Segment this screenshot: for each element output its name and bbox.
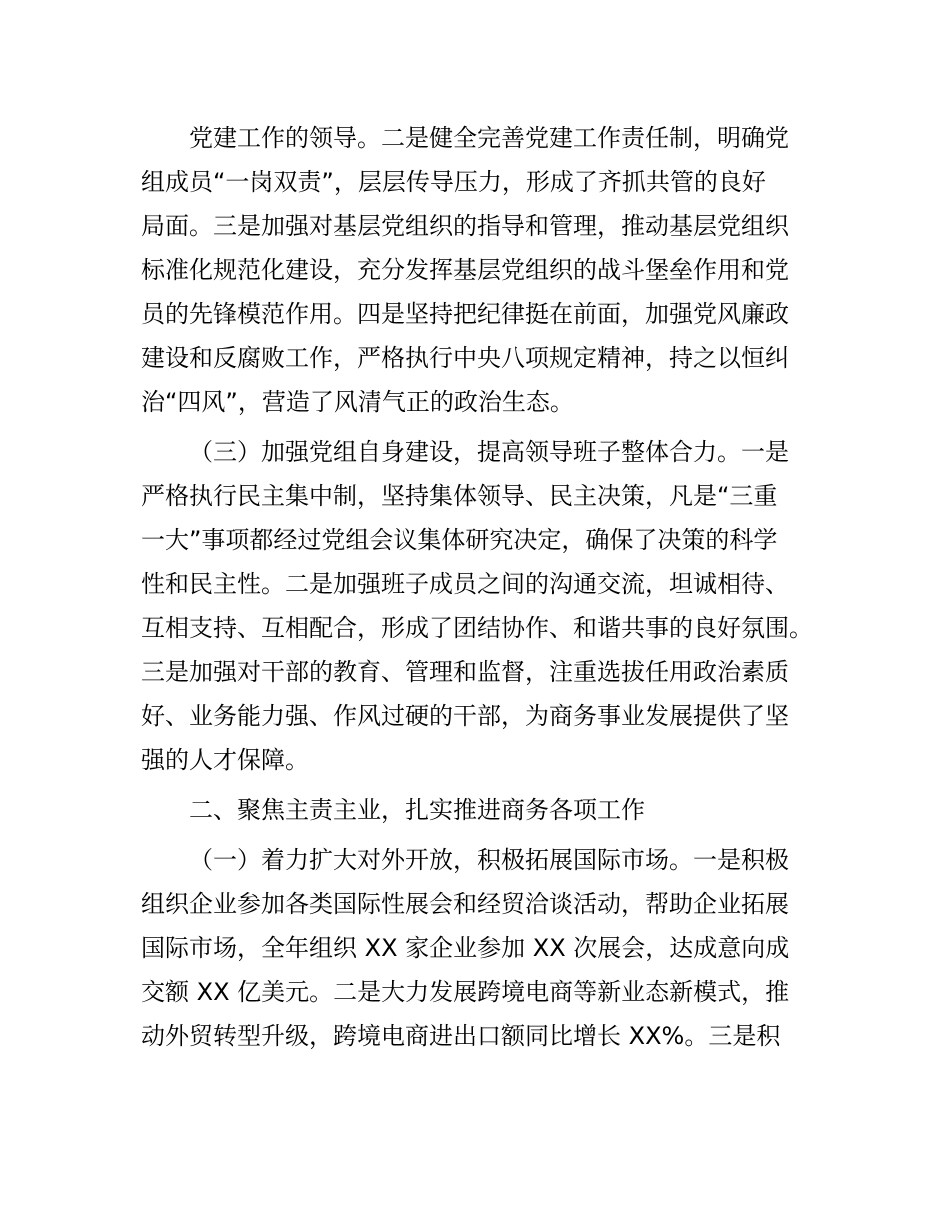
text-line: 好、业务能力强、作风过硬的干部，为商务事业发展提供了坚: [141, 702, 789, 730]
text-line: 治“四风”，营造了风清气正的政治生态。: [141, 388, 574, 416]
text-line: 国际市场，全年组织 XX 家企业参加 XX 次展会，达成意向成: [141, 934, 790, 962]
text-line: 员的先锋模范作用。四是坚持把纪律挺在前面，加强党风廉政: [141, 300, 789, 328]
chapter-heading-2: 二、聚焦主责主业，扎实推进商务各项工作: [189, 796, 645, 824]
text-line: 交额 XX 亿美元。二是大力发展跨境电商等新业态新模式，推: [141, 978, 790, 1006]
text-line: 动外贸转型升级，跨境电商进出口额同比增长 XX%。三是积: [141, 1022, 781, 1050]
text-line: 一大”事项都经过党组会议集体研究决定，确保了决策的科学: [141, 526, 778, 554]
text-line: 组成员“一岗双责”，层层传导压力，形成了齐抓共管的良好: [141, 168, 766, 196]
text-line: 标准化规范化建设，充分发挥基层党组织的战斗堡垒作用和党: [141, 256, 789, 284]
text-line: 互相支持、互相配合，形成了团结协作、和谐共事的良好氛围。: [141, 614, 813, 642]
section-heading-3: （三）加强党组自身建设，提高领导班子整体合力。一是: [189, 438, 789, 466]
text-line: 强的人才保障。: [141, 746, 309, 774]
text-line: 严格执行民主集中制，坚持集体领导、民主决策，凡是“三重: [141, 482, 778, 510]
text-line: 局面。三是加强对基层党组织的指导和管理，推动基层党组织: [141, 212, 789, 240]
text-line: 三是加强对干部的教育、管理和监督，注重选拔任用政治素质: [141, 658, 789, 686]
text-line: 组织企业参加各类国际性展会和经贸洽谈活动，帮助企业拓展: [141, 890, 789, 918]
text-line: 党建工作的领导。二是健全完善党建工作责任制，明确党: [189, 124, 789, 152]
section-heading-1: （一）着力扩大对外开放，积极拓展国际市场。一是积极: [189, 846, 789, 874]
text-line: 性和民主性。二是加强班子成员之间的沟通交流，坦诚相待、: [141, 570, 789, 598]
text-line: 建设和反腐败工作，严格执行中央八项规定精神，持之以恒纠: [141, 344, 789, 372]
